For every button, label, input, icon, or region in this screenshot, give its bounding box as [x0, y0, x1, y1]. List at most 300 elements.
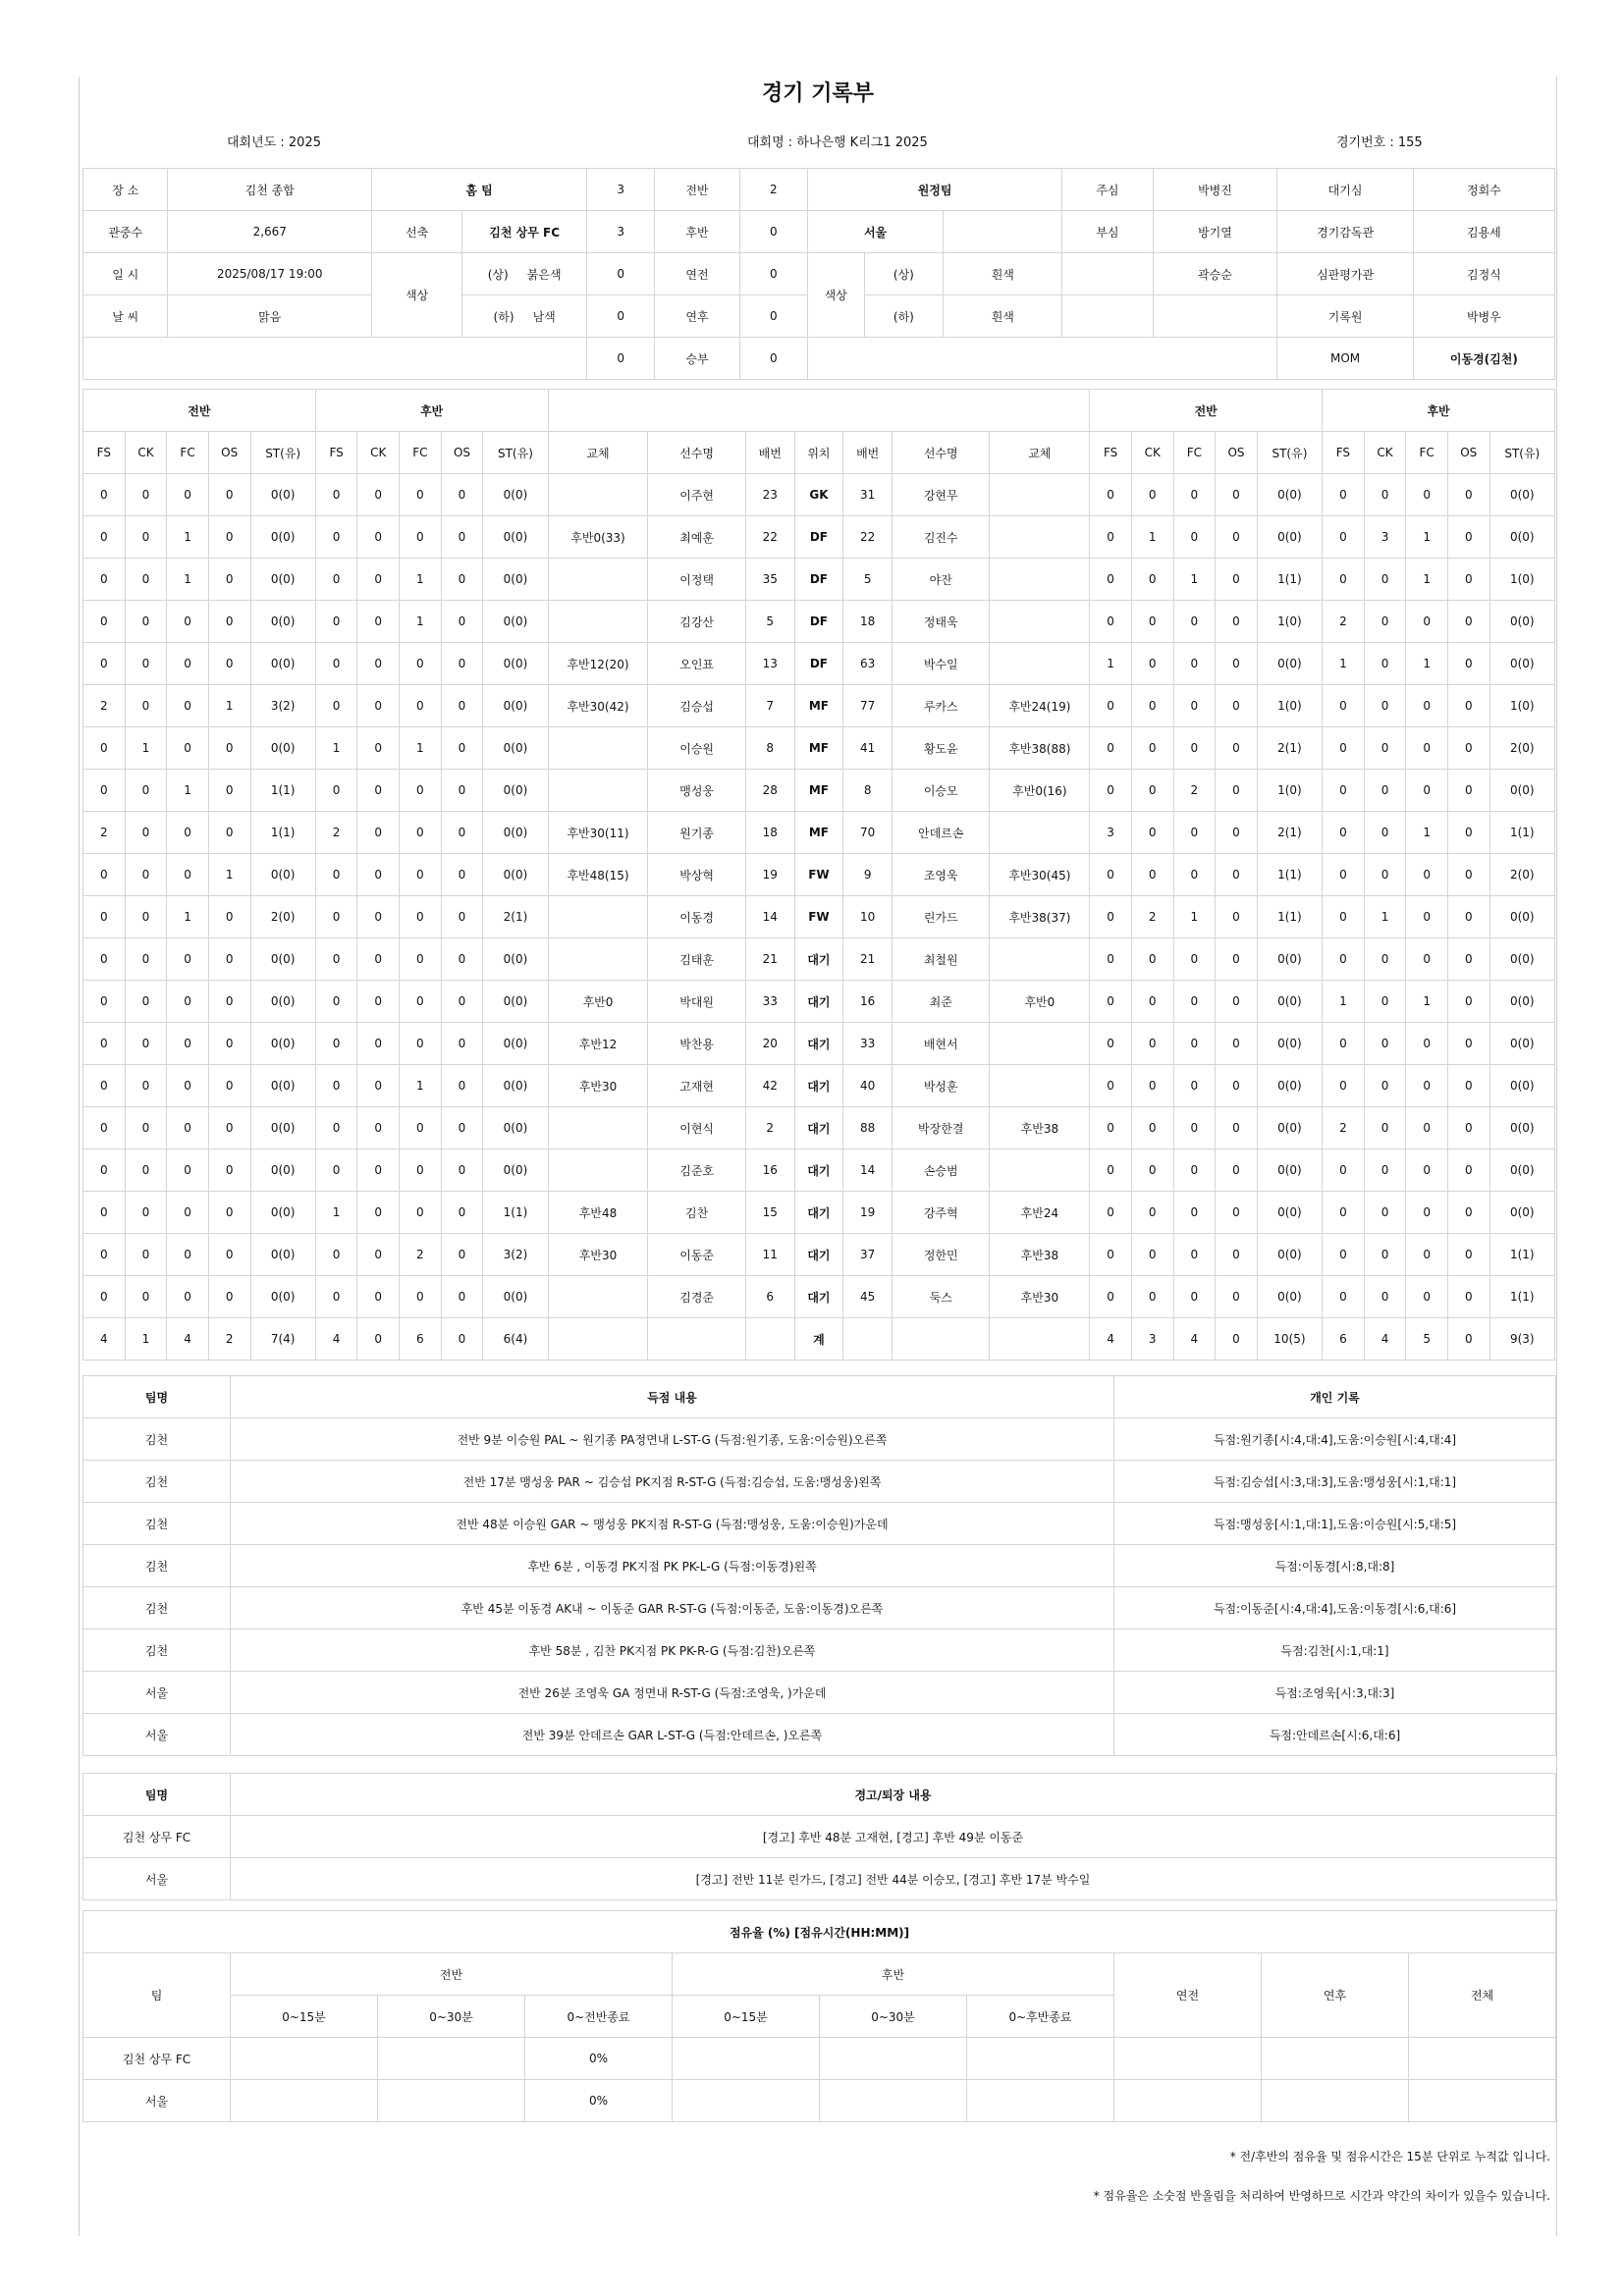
cell: 김용세 [1413, 211, 1554, 253]
cell: 심판평가관 [1277, 253, 1413, 295]
cell: 0 [1447, 1192, 1489, 1234]
player-name: 김준호 [648, 1149, 745, 1192]
cell: 0 [167, 474, 209, 516]
column-header: OS [1447, 432, 1489, 474]
cell: 4 [83, 1318, 126, 1361]
cell: 붉은색 [526, 267, 562, 282]
cell [673, 2038, 820, 2080]
cell: 0 [400, 643, 442, 685]
cell: 2 [83, 812, 126, 854]
cell: 0(0) [483, 1065, 548, 1107]
number: 8 [843, 770, 893, 812]
cell: 0 [315, 601, 357, 643]
cell: 1(1) [1489, 812, 1554, 854]
player-name: 박성훈 [893, 1065, 990, 1107]
cell: 1 [1406, 516, 1448, 559]
column-header: ST(유) [483, 432, 548, 474]
cell: 김천 [83, 1545, 231, 1587]
cell: 0 [83, 1065, 126, 1107]
sub-cell: 후반24(19) [990, 685, 1090, 727]
cell: 0(0) [250, 1107, 315, 1149]
player-name: 김승섭 [648, 685, 745, 727]
cell: 0 [357, 1276, 400, 1318]
cell: 0 [1323, 1149, 1365, 1192]
page-title: 경기 기록부 [762, 81, 874, 106]
cell: 주심 [1062, 169, 1153, 211]
sub-cell [990, 1023, 1090, 1065]
sub-cell [990, 601, 1090, 643]
column-header: FS [1323, 432, 1365, 474]
cell: 전반 9분 이승원 PAL ~ 원기종 PA정면내 L-ST-G (득점:원기종, 도움:이승원)오른쪽 [231, 1418, 1114, 1461]
cell: 0 [441, 812, 483, 854]
cell: 6 [400, 1318, 442, 1361]
cell: 0 [1447, 1318, 1489, 1361]
cell: 0 [83, 474, 126, 516]
player-name: 김찬 [648, 1192, 745, 1234]
cell [231, 2038, 378, 2080]
number [745, 1318, 794, 1361]
cell: 0 [441, 1065, 483, 1107]
table-row [83, 896, 1555, 938]
cell: 0 [1216, 516, 1258, 559]
cell: 0 [1216, 1149, 1258, 1192]
cell: 0 [400, 1192, 442, 1234]
column-header: FC [1173, 432, 1216, 474]
cell: 0 [1447, 981, 1489, 1023]
number: 70 [843, 812, 893, 854]
player-name: 안데르손 [893, 812, 990, 854]
sub-cell [990, 1149, 1090, 1192]
cell [820, 2080, 967, 2122]
player-name: 고재현 [648, 1065, 745, 1107]
player-name: 맹성웅 [648, 770, 745, 812]
column-header: CK [1364, 432, 1406, 474]
cell: 2 [83, 685, 126, 727]
cell: 0 [1173, 1023, 1216, 1065]
cell: 0(0) [1489, 1023, 1554, 1065]
season-label: 대회년도 : 2025 [227, 135, 321, 150]
cell: 4 [1090, 1318, 1132, 1361]
cell: 0 [1090, 474, 1132, 516]
sub-cell [990, 938, 1090, 981]
cell: 0 [441, 1107, 483, 1149]
table-row [83, 1065, 1555, 1107]
cell: 부심 [1062, 211, 1153, 253]
cell: 김천 종합 [168, 169, 372, 211]
cell: (상) [487, 267, 509, 282]
cell: 0 [1447, 559, 1489, 601]
cell: 0 [1323, 854, 1365, 896]
table-row [83, 1545, 1556, 1587]
cell: 0 [441, 601, 483, 643]
player-name: 루카스 [893, 685, 990, 727]
cell: 1 [400, 559, 442, 601]
column-header: FS [315, 432, 357, 474]
cell: 0 [400, 1107, 442, 1149]
table-row [83, 1192, 1555, 1234]
cell: 1(1) [1489, 1276, 1554, 1318]
cell: 0 [1173, 516, 1216, 559]
cell: 0 [1173, 1149, 1216, 1192]
cell: 0 [441, 727, 483, 770]
cell: 0 [1131, 812, 1173, 854]
sub-cell [990, 1318, 1090, 1361]
cell: 서울 [83, 2080, 231, 2122]
column-header: 팀명 [83, 1376, 231, 1418]
table-row [83, 1587, 1556, 1629]
column-header: FC [400, 432, 442, 474]
cell: 0 [1406, 1234, 1448, 1276]
cell: 0 [208, 1149, 250, 1192]
cell: 0 [1323, 1065, 1365, 1107]
column-header: FC [167, 432, 209, 474]
cell: 0 [125, 601, 167, 643]
cell: 0(0) [1257, 516, 1322, 559]
cell: 0 [208, 981, 250, 1023]
info-row-datetime [83, 253, 1555, 295]
player-name: 박수일 [893, 643, 990, 685]
player-name [648, 1318, 745, 1361]
cell: 0 [208, 770, 250, 812]
home-shootout-score: 0 [587, 338, 655, 380]
cell: 0 [1216, 854, 1258, 896]
cell: 0 [125, 1192, 167, 1234]
cell: 0% [525, 2080, 673, 2122]
column-header: 선수명 [648, 432, 745, 474]
cell: 0 [1406, 474, 1448, 516]
cell: 0 [1090, 1234, 1132, 1276]
cell [1262, 2038, 1409, 2080]
cell: 0 [1131, 727, 1173, 770]
cell: 0 [400, 1023, 442, 1065]
column-header: ST(유) [250, 432, 315, 474]
cell: 김천 [83, 1503, 231, 1545]
cell: 0(0) [483, 643, 548, 685]
sub-cell: 후반38 [990, 1107, 1090, 1149]
cell: 0 [167, 601, 209, 643]
cell: 0 [83, 1234, 126, 1276]
cell: 0 [1216, 601, 1258, 643]
position: FW [794, 854, 843, 896]
cell: 0(0) [1257, 1234, 1322, 1276]
cell: 0(0) [483, 685, 548, 727]
cell: 0(0) [483, 812, 548, 854]
position: 대기 [794, 1107, 843, 1149]
table-row [83, 1858, 1556, 1900]
cell: 0 [1406, 1065, 1448, 1107]
player-name: 김태훈 [648, 938, 745, 981]
column-header: 교체 [990, 432, 1090, 474]
cell: 0 [83, 1023, 126, 1065]
cell: 0 [1364, 770, 1406, 812]
cell: 0(0) [250, 601, 315, 643]
cell: 0 [1216, 727, 1258, 770]
cell: 0 [1131, 474, 1173, 516]
cell: 0 [1447, 770, 1489, 812]
position: 대기 [794, 938, 843, 981]
table-row [83, 1318, 1555, 1361]
table-row [83, 1816, 1556, 1858]
cell: 연전 [1114, 1953, 1262, 2038]
player-name: 이현식 [648, 1107, 745, 1149]
cell: 0(0) [250, 559, 315, 601]
cell: 1 [1406, 643, 1448, 685]
cell: 0(0) [250, 643, 315, 685]
cell: 곽승순 [1153, 253, 1277, 295]
number: 23 [745, 474, 794, 516]
cell [462, 295, 587, 338]
cell: 김천 [83, 1587, 231, 1629]
player-name: 이승모 [893, 770, 990, 812]
cell: 0 [1131, 938, 1173, 981]
cell: 0 [125, 981, 167, 1023]
position: 대기 [794, 1023, 843, 1065]
cell: 0 [315, 1276, 357, 1318]
number: 2 [745, 1107, 794, 1149]
cell: 0(0) [483, 1107, 548, 1149]
cell [378, 2080, 525, 2122]
cell: (하) [864, 295, 944, 338]
cell: 전반 48분 이승원 GAR ~ 맹성웅 PK지점 R-ST-G (득점:맹성웅, 도움:이승원)가운데 [231, 1503, 1114, 1545]
cell: 0 [587, 253, 655, 295]
cell: 0 [315, 770, 357, 812]
cell: 후반 45분 이동경 AK내 ~ 이동준 GAR R-ST-G (득점:이동준, 도움:이동경)오른쪽 [231, 1587, 1114, 1629]
footnote: * 전/후반의 점유율 및 점유시간은 15분 단위로 누적값 입니다. [1229, 2150, 1550, 2163]
cell: 0 [400, 1276, 442, 1318]
cell: 0 [441, 685, 483, 727]
sub-cell: 후반48(15) [548, 854, 648, 896]
cell: 0 [400, 981, 442, 1023]
sub-cell [548, 727, 648, 770]
cell: 0 [1323, 1192, 1365, 1234]
sub-cell [990, 559, 1090, 601]
cell: 0 [357, 474, 400, 516]
column-header: 0~후반종료 [967, 1996, 1114, 2038]
cell: 1(1) [250, 770, 315, 812]
number: 6 [745, 1276, 794, 1318]
cell: 0 [1323, 770, 1365, 812]
number: 9 [843, 854, 893, 896]
cell: 0 [125, 896, 167, 938]
table-row [83, 1276, 1555, 1318]
cell: 4 [315, 1318, 357, 1361]
player-name: 손승범 [893, 1149, 990, 1192]
cell: 3(2) [250, 685, 315, 727]
info-row-shootout [83, 338, 1555, 380]
cell: 2 [1323, 601, 1365, 643]
number: 42 [745, 1065, 794, 1107]
cell: 1 [125, 1318, 167, 1361]
cell: 박병진 [1153, 169, 1277, 211]
cell: 5 [1406, 1318, 1448, 1361]
position: 대기 [794, 1234, 843, 1276]
cell [1114, 2038, 1262, 2080]
cell: 1 [208, 685, 250, 727]
cell: 2(1) [1257, 812, 1322, 854]
cell: [경고] 전반 11분 린가드, [경고] 전반 44분 이승모, [경고] 후반 17분 박수일 [231, 1858, 1556, 1900]
cell: 0 [1173, 685, 1216, 727]
footnote: * 점유율은 소숫점 반올림을 처리하여 반영하므로 시간과 약간의 차이가 있을수 있습니다. [1093, 2189, 1550, 2203]
cell: 0 [1131, 1192, 1173, 1234]
cell: 0 [83, 643, 126, 685]
sub-cell: 후반30(11) [548, 812, 648, 854]
cell: 0 [1323, 727, 1365, 770]
cell: 1(1) [1257, 559, 1322, 601]
cell: 1 [400, 601, 442, 643]
cell: 0 [315, 685, 357, 727]
cell: 전체 [1409, 1953, 1556, 2038]
cell: 득점:김찬[시:1,대:1] [1114, 1629, 1556, 1672]
cell: 0 [357, 896, 400, 938]
cell: 0(0) [1489, 896, 1554, 938]
possession-title: 점유율 (%) [점유시간(HH:MM)] [83, 1911, 1556, 1953]
cell: 0 [1364, 1276, 1406, 1318]
cell: 0 [441, 516, 483, 559]
cell: 0 [1406, 770, 1448, 812]
cell: 0 [1090, 601, 1132, 643]
group-header: 후반 [1323, 390, 1555, 432]
position: MF [794, 685, 843, 727]
number: 18 [745, 812, 794, 854]
cell: 0 [1406, 601, 1448, 643]
cell: 0 [208, 727, 250, 770]
cell: 0 [357, 1065, 400, 1107]
cell: 0 [441, 1318, 483, 1361]
cell [944, 211, 1062, 253]
cell: 0 [1131, 854, 1173, 896]
info-row-attendance [83, 211, 1555, 253]
cell: 0 [1131, 685, 1173, 727]
cell: 전반 26분 조영욱 GA 정면내 R-ST-G (득점:조영욱, )가운데 [231, 1672, 1114, 1714]
column-header: CK [125, 432, 167, 474]
cell: 0 [1447, 516, 1489, 559]
number: 8 [745, 727, 794, 770]
cell: 0 [1173, 812, 1216, 854]
column-header: CK [1131, 432, 1173, 474]
column-header: CK [357, 432, 400, 474]
number: 10 [843, 896, 893, 938]
cell: 0 [400, 685, 442, 727]
cell: 0 [1323, 516, 1365, 559]
number: 11 [745, 1234, 794, 1276]
cell: 1 [1131, 516, 1173, 559]
cell: 0 [1364, 1065, 1406, 1107]
cell: 0 [1090, 685, 1132, 727]
table-row [83, 1023, 1555, 1065]
cell: 0 [1090, 1149, 1132, 1192]
cell: 0 [1447, 1276, 1489, 1318]
cell: 1 [400, 727, 442, 770]
player-name: 오인표 [648, 643, 745, 685]
table-row [83, 2038, 1556, 2080]
cell: 4 [167, 1318, 209, 1361]
away-team-name: 서울 [807, 211, 943, 253]
sub-cell [548, 559, 648, 601]
cell: 1 [1406, 559, 1448, 601]
sub-cell [990, 516, 1090, 559]
column-header: FS [83, 432, 126, 474]
cell: 0(0) [250, 1023, 315, 1065]
cell: 0(0) [250, 981, 315, 1023]
cell: 0 [315, 643, 357, 685]
number [843, 1318, 893, 1361]
column-header: FC [1406, 432, 1448, 474]
cell: 0 [1216, 559, 1258, 601]
cell: 0(0) [250, 727, 315, 770]
cell: 0 [357, 559, 400, 601]
cell: 0 [1323, 1023, 1365, 1065]
cell: 1 [167, 896, 209, 938]
goals-table [82, 1375, 1556, 1756]
cell: 0 [1216, 896, 1258, 938]
cell: 0 [400, 854, 442, 896]
number: 20 [745, 1023, 794, 1065]
cell: 0 [1173, 981, 1216, 1023]
column-header: 0~전반종료 [525, 1996, 673, 2038]
cell: 0 [167, 812, 209, 854]
cell: 0 [1323, 938, 1365, 981]
column-header: 득점 내용 [231, 1376, 1114, 1418]
cell: 0 [1447, 1149, 1489, 1192]
number: 14 [843, 1149, 893, 1192]
cell: 0 [208, 643, 250, 685]
number: 16 [745, 1149, 794, 1192]
number: 33 [745, 981, 794, 1023]
cell: 0 [83, 516, 126, 559]
cell: 0 [208, 812, 250, 854]
number: 22 [745, 516, 794, 559]
sub-cell [548, 938, 648, 981]
player-name: 조영욱 [893, 854, 990, 896]
column-header: ST(유) [1257, 432, 1322, 474]
number: 45 [843, 1276, 893, 1318]
player-name: 이정택 [648, 559, 745, 601]
cell: 0 [1364, 1234, 1406, 1276]
cell: 0(0) [250, 1065, 315, 1107]
cell: 연후 [1262, 1953, 1409, 2038]
position: 대기 [794, 981, 843, 1023]
cell: 0 [1131, 1276, 1173, 1318]
cell: 0(0) [1489, 1192, 1554, 1234]
cell: 색상 [807, 253, 864, 338]
cell: 0 [167, 685, 209, 727]
cell: 0 [1447, 1234, 1489, 1276]
cell: 0 [315, 981, 357, 1023]
group-header: 후반 [315, 390, 548, 432]
cell: 0 [125, 1023, 167, 1065]
number: 22 [843, 516, 893, 559]
cell: 관중수 [83, 211, 168, 253]
cell: 0 [1447, 643, 1489, 685]
players-group-row [83, 390, 1555, 432]
cell: 0 [1090, 1023, 1132, 1065]
player-name: 둑스 [893, 1276, 990, 1318]
column-header: 배번 [843, 432, 893, 474]
table-row [83, 559, 1555, 601]
cell: 0 [315, 1107, 357, 1149]
player-name [893, 1318, 990, 1361]
player-name: 강주혁 [893, 1192, 990, 1234]
cell: 0(0) [1489, 643, 1554, 685]
position: 계 [794, 1318, 843, 1361]
cell: 0 [1131, 559, 1173, 601]
sub-cell [990, 474, 1090, 516]
position: 대기 [794, 1192, 843, 1234]
cell: 0 [357, 643, 400, 685]
cell: 0(0) [483, 516, 548, 559]
cell: 0 [125, 854, 167, 896]
cell: 0 [208, 896, 250, 938]
